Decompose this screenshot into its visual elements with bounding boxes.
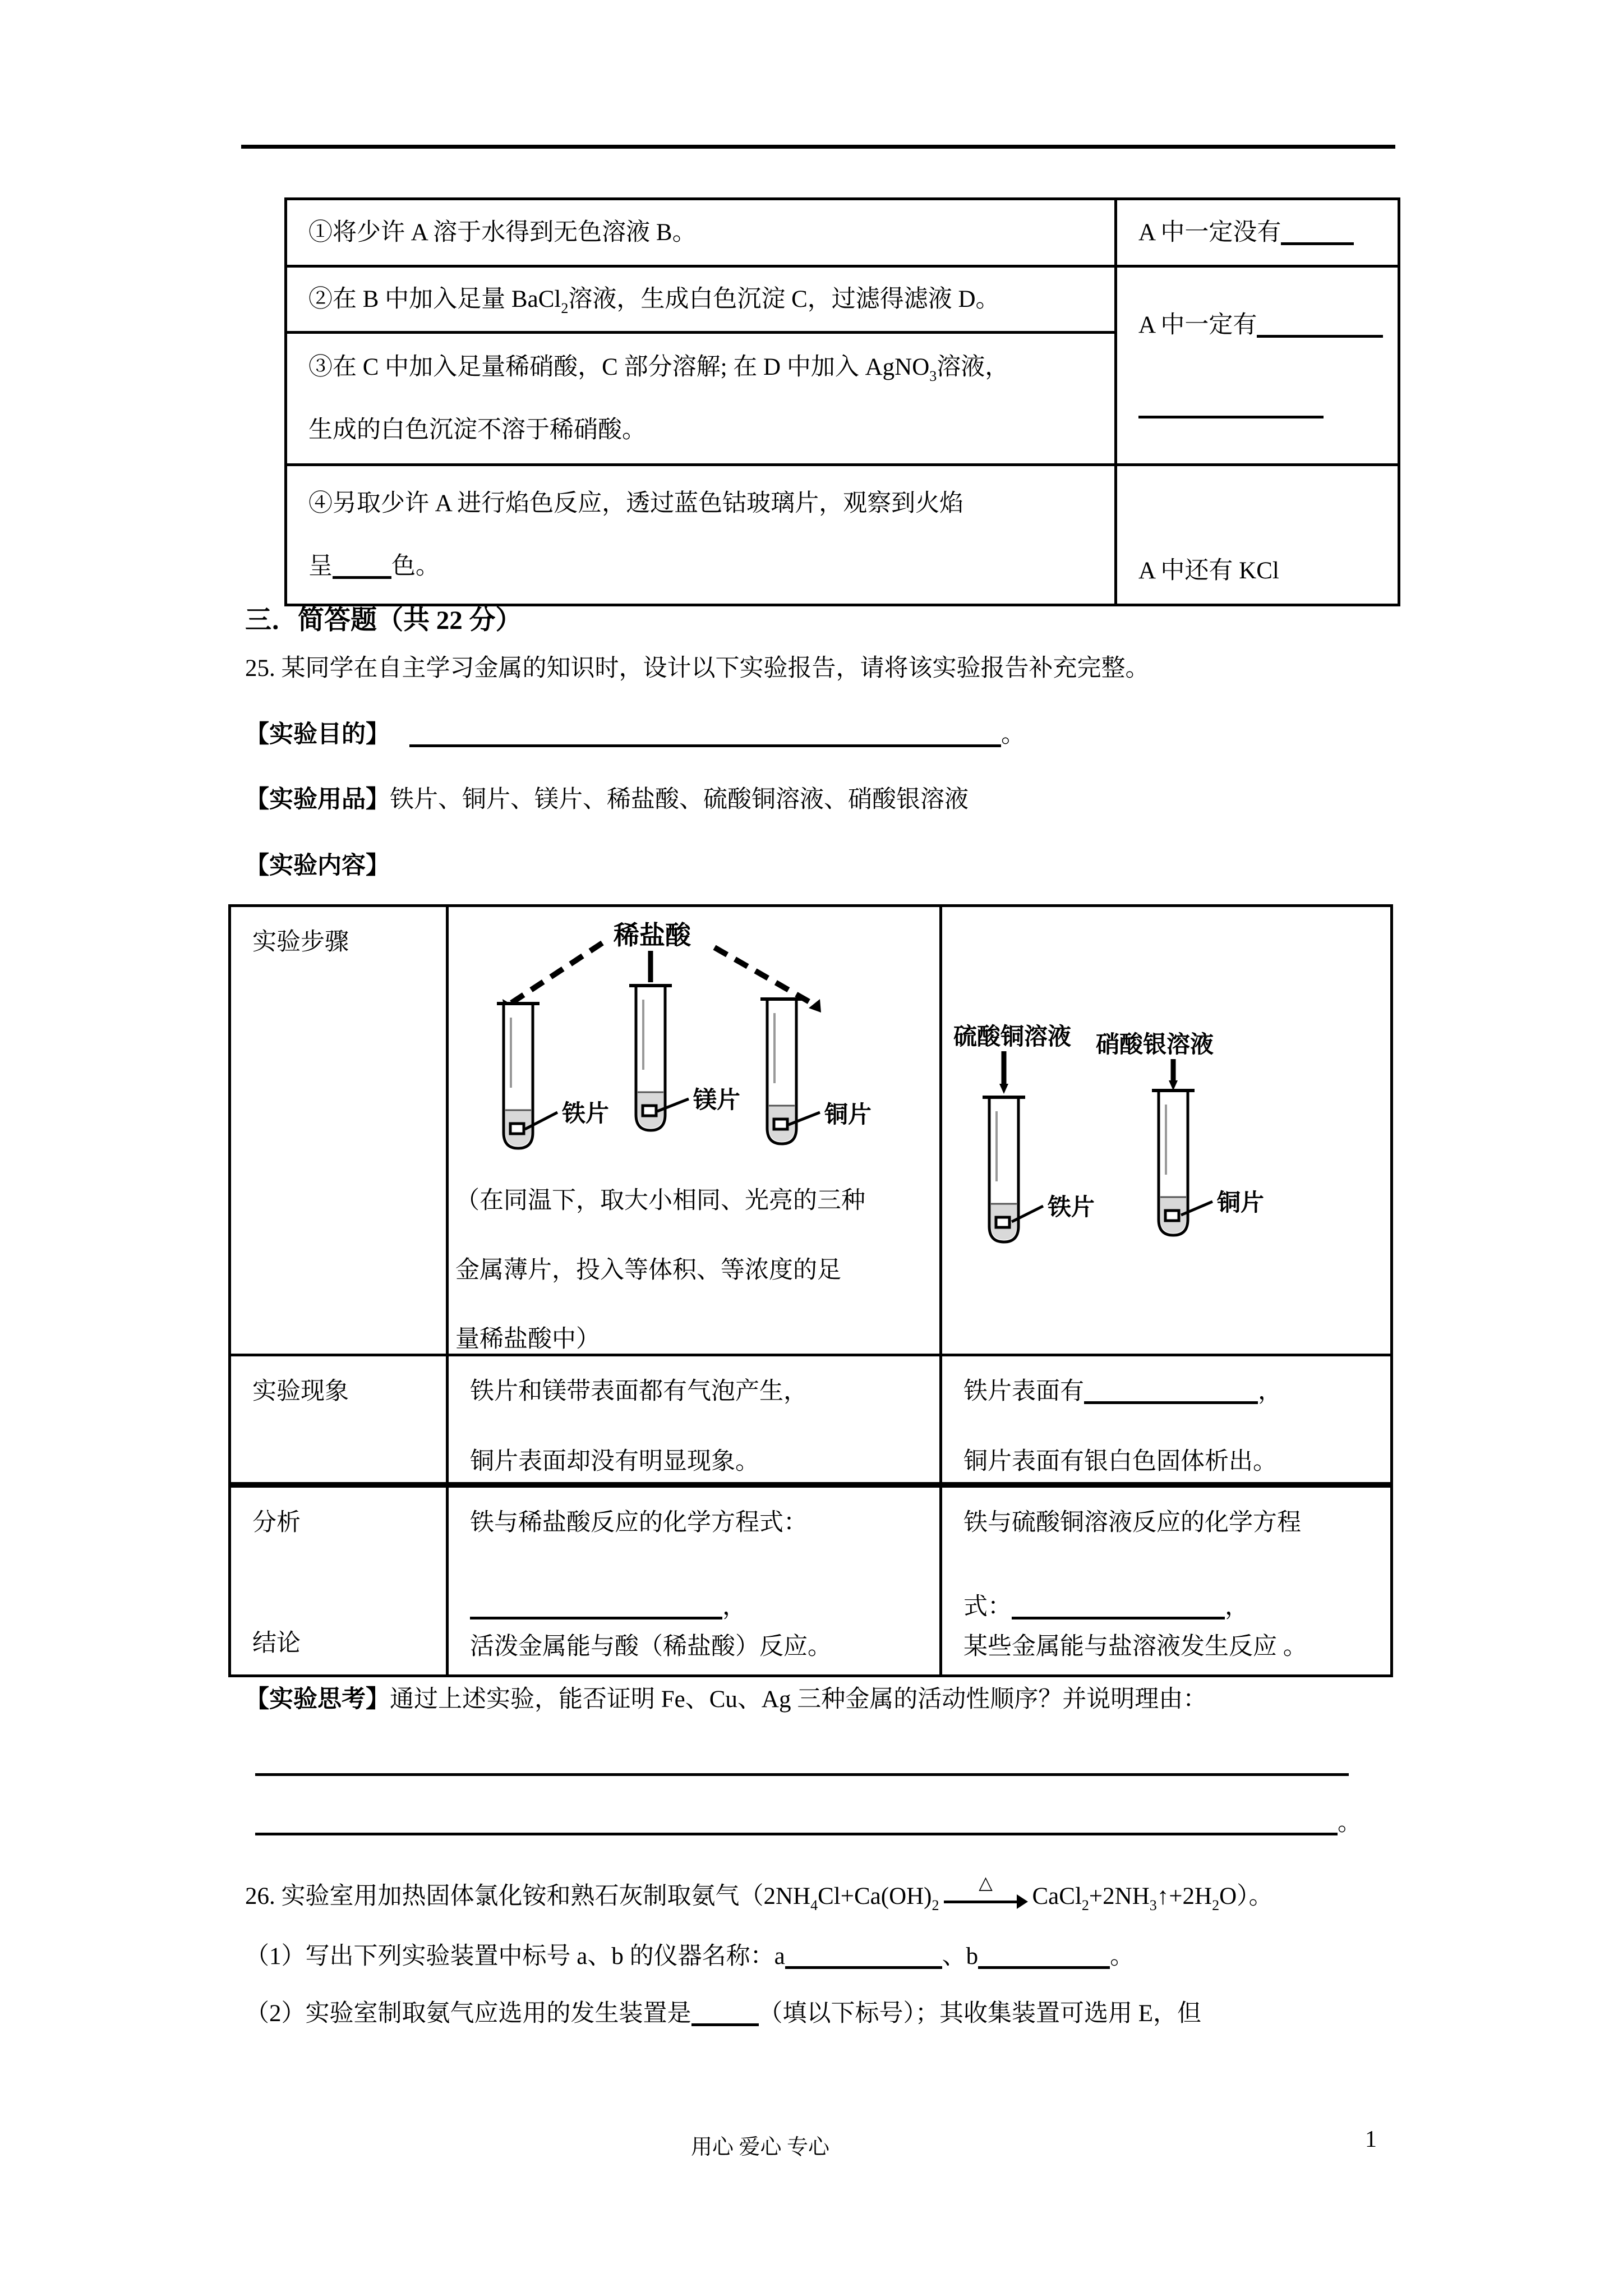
blank-definitely-present-2[interactable] [1138, 416, 1324, 418]
q26-stem: 26. 实验室用加热固体氯化铵和熟石灰制取氨气（$2NH_4Cl+Ca(OH)_2$ △ $CaCl_2+2NH_3↑+2H_2O$）。 [245, 1872, 1273, 1913]
step4-text-line1: ④另取少许 A 进行焰色反应，透过蓝色钴玻璃片，观察到火焰 [308, 490, 964, 517]
salt-solution-diagram [949, 1019, 1392, 1260]
materials-text: 铁片、铜片、镁片、稀盐酸、硫酸铜溶液、硝酸银溶液 [390, 786, 969, 813]
test-tube-fe-cuso4 [983, 1097, 1025, 1242]
q25-materials-line [245, 785, 969, 815]
substance-a-table [284, 197, 1400, 606]
step3-text-line1: ③在 C 中加入足量稀硝酸，C 部分溶解; 在 D 中加入 AgNO$_3$溶液， [308, 354, 1009, 385]
step2-cell [286, 266, 1116, 333]
conclusion-label: 结论 [252, 1630, 301, 1657]
conclusion2-text: A 中一定有 [1138, 311, 1392, 339]
content-label: 【实验内容】 [245, 853, 390, 879]
section-title: 三．简答题（共 22 分） [245, 606, 522, 635]
step2-text: ②在 B 中加入足量 BaCl$_2$溶液，生成白色沉淀 C，过滤得滤液 D。 [308, 286, 1000, 316]
step4-cell [286, 465, 1116, 605]
steps-acid-cell [448, 906, 941, 1355]
blank-experiment-purpose[interactable] [409, 744, 1001, 747]
diagram-caption: （在同温下，取大小相同、光亮的三种 金属薄片，投入等体积、等浓度的足 量稀盐酸中） [455, 1188, 865, 1353]
step1-text: ①将少许 A 溶于水得到无色溶液 B。 [308, 219, 697, 246]
subscript: 2 [1081, 1897, 1089, 1913]
q25-purpose-line: 【实验目的】 。 [245, 721, 1025, 748]
blank-iron-surface[interactable] [1084, 1401, 1258, 1404]
reagent-label-agno3: 硝酸银溶液 [1096, 1031, 1214, 1057]
metal-label-cu: 铜片 [824, 1101, 872, 1128]
thinking-label: 【实验思考】 [245, 1686, 390, 1713]
purpose-label: 【实验目的】 [245, 721, 390, 748]
q26-part2: （2）实验室制取氨气应选用的发生装置是 （填以下标号）；其收集装置可选用 E，但 [245, 2000, 1202, 2027]
subscript: 2 [1212, 1897, 1220, 1913]
test-tube-fe [497, 1004, 540, 1148]
subscript: 2 [932, 1897, 939, 1913]
analysis-label: 分析 [252, 1510, 301, 1536]
row-header-analysis-conclusion [230, 1485, 448, 1676]
blank-equation-fe-cuso4[interactable] [1012, 1617, 1225, 1619]
arrowhead [999, 1084, 1008, 1094]
q25-thinking-line [245, 1685, 1207, 1714]
footer-motto: 用心 爱心 专心 [691, 2136, 830, 2159]
analysis-salt-cell: 铁与硫酸铜溶液反应的化学方程 式： ， 某些金属能与盐溶液发生反应 。 [941, 1485, 1392, 1676]
header-rule [241, 145, 1395, 149]
experiment-report-table [228, 904, 1393, 1677]
subscript: 3 [929, 368, 937, 385]
page-number: 1 [1365, 2127, 1377, 2152]
phenomena-salt-cell: 铁片表面有 ， 铜片表面有银白色固体析出。 [941, 1355, 1392, 1485]
phenomena-acid-cell: 铁片和镁带表面都有气泡产生， 铜片表面却没有明显现象。 [448, 1355, 941, 1485]
arrowhead [809, 999, 821, 1013]
table-row [230, 1355, 1392, 1485]
answer-line-1 [255, 1749, 1349, 1778]
conclusion2-blank-line [1138, 392, 1392, 420]
row-header-phenomena: 实验现象 [230, 1355, 448, 1485]
metal-label-mg: 镁片 [693, 1087, 741, 1113]
step3-cell [286, 333, 1116, 465]
table-row [230, 906, 1392, 1355]
conclusion2-cell [1116, 266, 1399, 465]
acid-test-diagram [455, 915, 939, 1157]
metal-label-cu: 铜片 [1217, 1189, 1265, 1216]
q26-part1: （1）写出下列实验装置中标号 a、b 的仪器名称：a 、b 。 [245, 1943, 1135, 1970]
subscript: 3 [1149, 1897, 1157, 1913]
subscript: 4 [810, 1897, 818, 1913]
materials-label: 【实验用品】 [245, 786, 390, 813]
conclusion4-cell [1116, 465, 1399, 605]
reaction-arrow-icon: △ [944, 1878, 1028, 1912]
row-header-steps: 实验步骤 [230, 906, 448, 1355]
conclusion1-cell [1116, 199, 1399, 266]
blank-generator-choice[interactable] [691, 2023, 759, 2026]
step4-text-line2: 呈 色。 [308, 553, 440, 579]
metal-label-fe: 铁片 [562, 1100, 610, 1126]
conclusion1-text: A 中一定没有 [1138, 219, 1392, 246]
pointer-line [714, 947, 814, 1005]
table-row [286, 465, 1399, 605]
table-row [286, 266, 1399, 333]
blank-flame-color[interactable] [333, 576, 391, 579]
step3-text-line2: 生成的白色沉淀不溶于稀硝酸。 [308, 416, 646, 443]
blank-equation-fe-hcl[interactable] [470, 1617, 722, 1619]
analysis-acid-cell: 铁与稀盐酸反应的化学方程式： ， 活泼金属能与酸（稀盐酸）反应。 [448, 1485, 941, 1676]
table-row [286, 199, 1399, 266]
steps-salt-cell [941, 906, 1392, 1355]
metal-label-fe: 铁片 [1048, 1194, 1095, 1220]
subscript: 2 [561, 300, 569, 316]
blank-definitely-absent[interactable] [1281, 242, 1354, 245]
table-row [230, 1485, 1392, 1676]
step1-cell [286, 199, 1116, 266]
reagent-label-cuso4: 硫酸铜溶液 [953, 1023, 1072, 1050]
blank-instrument-b[interactable] [978, 1966, 1110, 1969]
blank-thinking-answer-1[interactable] [255, 1773, 1349, 1776]
blank-instrument-a[interactable] [785, 1966, 942, 1969]
pointer-line [509, 943, 602, 1005]
blank-definitely-present-1[interactable] [1257, 335, 1383, 338]
reagent-label-hcl: 稀盐酸 [614, 921, 691, 950]
conclusion4-text: A 中还有 KCl [1138, 557, 1279, 584]
answer-line-2: 。 [255, 1809, 1362, 1838]
thinking-text: 通过上述实验，能否证明 Fe、Cu、Ag 三种金属的活动性顺序？并说明理由： [390, 1686, 1207, 1713]
q25-stem: 25. 某同学在自主学习金属的知识时，设计以下实验报告，请将该实验报告补充完整。 [245, 655, 1150, 682]
blank-thinking-answer-2[interactable] [255, 1833, 1338, 1835]
